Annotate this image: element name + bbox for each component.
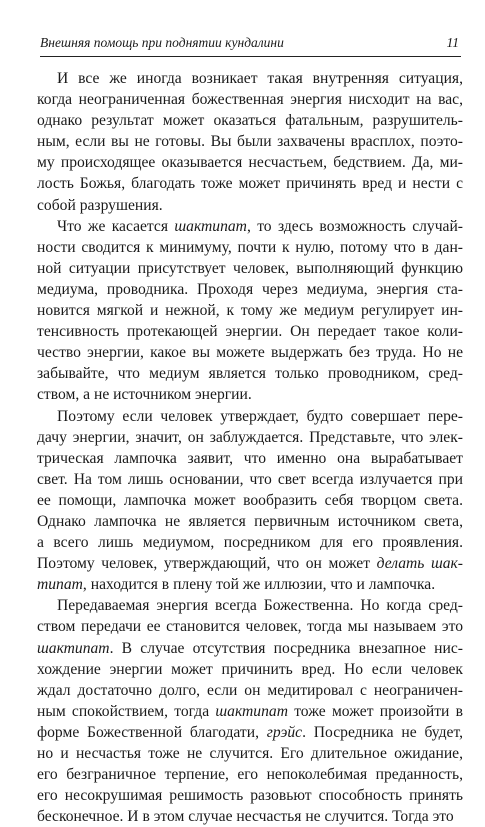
text-line: ности сводится к минимуму, почти к нулю, потому что в дан- xyxy=(37,238,463,256)
text-line: его несокрушимая решимость разовьют способность принять xyxy=(37,787,463,805)
text-line: ным, если вы не готовы. Вы были захвачены врасплох, поэто- xyxy=(37,133,463,151)
text-line: собой разрушения. xyxy=(37,196,163,214)
running-header xyxy=(40,34,461,57)
text-line: Поэтому человек, утверждающий, что он может делать шак- xyxy=(37,555,463,573)
text-line: свет. На том лишь основании, что свет всегда излучается при xyxy=(37,470,463,488)
text-line: хождение энергии может причинить вред. Но если человек xyxy=(37,660,463,678)
running-title: Внешняя помощь при поднятии кундалини xyxy=(40,35,284,50)
text-line: трическая лампочка заявит, что именно она вырабатывает xyxy=(37,449,463,467)
text-line: когда неограниченная божественная энергия нисходит на вас, xyxy=(37,91,463,109)
text-line: тенсивность протекающей энергии. Он передает такое коли- xyxy=(37,323,463,341)
text-line: медиума, проводника. Проходя через медиума, энергия ста- xyxy=(37,280,463,298)
text-line: И все же иногда возникает такая внутренняя ситуация, xyxy=(57,70,463,87)
text-line: ным спокойствием, тогда шактипат тоже может произойти в xyxy=(37,702,463,720)
text-line: лость Божья, благодать тоже может причинять вред и нести с xyxy=(37,175,463,193)
body-text xyxy=(37,68,463,827)
text-line: Что же касается шактипат, то здесь возможность случай- xyxy=(57,217,463,235)
text-line: ее помощи, лампочка может вообразить себя творцом света. xyxy=(37,491,463,509)
paragraph xyxy=(37,216,463,406)
text-line: шактипат. В случае отсутствия посредника внезапное нис- xyxy=(37,639,463,657)
page-number: 11 xyxy=(446,35,459,50)
paragraph xyxy=(37,406,463,596)
text-line: ством, а не источником энергии. xyxy=(37,386,252,404)
paragraph xyxy=(37,68,463,216)
text-line: типат, находится в плену той же иллюзии, что и лампочка. xyxy=(37,576,436,594)
text-line: му происходящее оказывается несчастьем, бедствием. Да, ми- xyxy=(37,154,463,172)
text-line: однако результат может оказаться фатальным, разрушитель- xyxy=(37,112,463,130)
text-line: Передаваемая энергия всегда Божественна. Но когда сред- xyxy=(57,597,463,615)
text-line: чество энергии, какое вы можете выдержать без труда. Но не xyxy=(37,344,463,362)
text-line: его безграничное терпение, его непоколебимая преданность, xyxy=(37,766,463,784)
text-line: ной ситуации присутствует человек, выполняющий функцию xyxy=(37,259,463,277)
text-line: Поэтому если человек утверждает, будто совершает пере- xyxy=(57,407,463,425)
text-line: Однако лампочка не является первичным источником света, xyxy=(37,512,463,530)
text-line: а всего лишь медиумом, посредником для его проявления. xyxy=(37,534,463,552)
text-line: форме Божественной благодати, грэйс. Посредника не будет, xyxy=(37,723,463,741)
text-line: новится мягкой и нежной, к тому же медиум регулирует ин- xyxy=(37,302,463,320)
text-line: но и несчастья тоже не случится. Его длительное ожидание, xyxy=(37,745,463,762)
text-line: ством передачи ее становится человек, тогда мы называем это xyxy=(37,618,463,636)
text-line: бесконечное. И в этом случае несчастья не случится. Тогда это xyxy=(37,808,454,826)
paragraph xyxy=(37,595,463,827)
text-line: ждал достаточно долго, если он медитировал с неограничен- xyxy=(37,681,463,699)
text-line: дачу энергии, значит, он заблуждается. Представьте, что элек- xyxy=(37,428,463,446)
text-line: забывайте, что медиум является только проводником, сред- xyxy=(37,365,463,383)
